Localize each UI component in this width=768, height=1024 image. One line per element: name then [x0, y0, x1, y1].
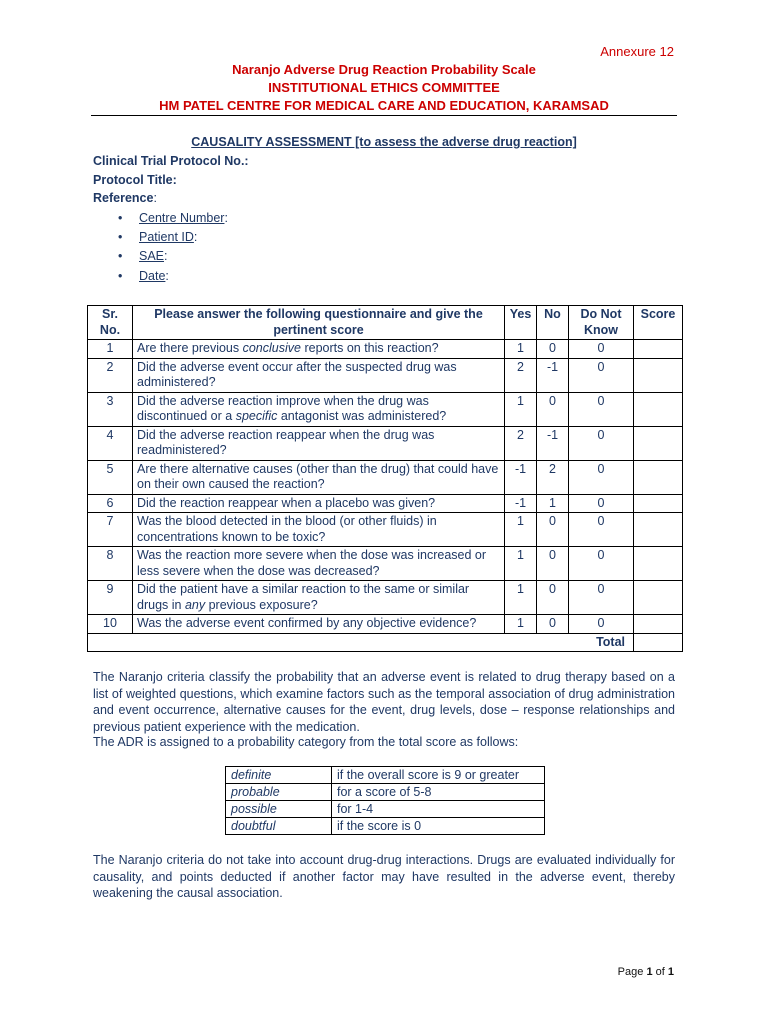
row-dnk-score: 0 [569, 460, 634, 494]
row-no-score: -1 [537, 358, 569, 392]
bullet-sae [118, 249, 168, 263]
question-emphasis: conclusive [242, 341, 301, 355]
row-sr-no: 10 [88, 615, 133, 634]
question-text: Did the adverse reaction improve when the drug was discontinued or a [137, 393, 429, 423]
row-question [133, 392, 505, 426]
row-question [133, 340, 505, 359]
row-score-cell[interactable] [634, 547, 683, 581]
row-yes-score: 1 [505, 340, 537, 359]
bullet-icon: • [118, 249, 123, 263]
row-yes-score: 1 [505, 513, 537, 547]
category-row [226, 784, 545, 801]
header-question: Please answer the following questionnaire and give the pertinent score [133, 306, 505, 340]
row-dnk-score: 0 [569, 494, 634, 513]
table-row [88, 392, 683, 426]
question-text: Are there alternative causes (other than the drug) that could have on their own caused the reaction? [137, 461, 499, 491]
of-word: of [655, 966, 665, 978]
bullet-suffix: : [193, 230, 198, 244]
category-name: possible [226, 801, 332, 818]
row-no-score: 0 [537, 581, 569, 615]
category-name: doubtful [226, 818, 332, 835]
row-question [133, 581, 505, 615]
row-no-score: 0 [537, 340, 569, 359]
row-yes-score: 1 [505, 581, 537, 615]
header-yes: Yes [505, 306, 537, 340]
reference-colon: : [153, 191, 157, 205]
bullet-label: Patient ID [139, 230, 194, 244]
row-no-score: 0 [537, 547, 569, 581]
bullet-label: Date [139, 269, 166, 283]
probability-category-table [225, 766, 545, 835]
page-footer [618, 966, 674, 978]
row-no-score: -1 [537, 426, 569, 460]
row-question [133, 513, 505, 547]
row-yes-score: -1 [505, 460, 537, 494]
protocol-no-field: Clinical Trial Protocol No.: [93, 154, 249, 168]
reference-label: Reference [93, 191, 154, 205]
row-yes-score: 2 [505, 358, 537, 392]
bullet-suffix: : [165, 269, 169, 283]
bullet-suffix: : [164, 249, 168, 263]
question-text-end: reports on this reaction? [300, 341, 439, 355]
bullet-icon: • [118, 211, 123, 225]
total-score-cell[interactable] [634, 633, 683, 652]
category-row [226, 767, 545, 784]
header-sr-no: Sr. No. [88, 306, 133, 340]
row-score-cell[interactable] [634, 426, 683, 460]
questionnaire-table [87, 305, 683, 652]
question-text: Did the adverse event occur after the suspected drug was administered? [137, 359, 457, 389]
row-score-cell[interactable] [634, 615, 683, 634]
row-score-cell[interactable] [634, 392, 683, 426]
bullet-label: SAE [139, 249, 165, 263]
row-sr-no: 3 [88, 392, 133, 426]
question-text: Did the reaction reappear when a placebo was given? [137, 495, 436, 510]
category-rule: for 1-4 [332, 801, 545, 818]
page-total: 1 [667, 966, 674, 978]
table-row [88, 547, 683, 581]
table-row [88, 358, 683, 392]
institution-name: HM PATEL CENTRE FOR MEDICAL CARE AND EDUCATION, KARAMSAD [159, 98, 609, 113]
question-text: Was the adverse event confirmed by any objective evidence? [137, 616, 477, 630]
row-no-score: 0 [537, 615, 569, 634]
row-yes-score: 2 [505, 426, 537, 460]
table-row [88, 460, 683, 494]
total-label: Total [88, 633, 634, 652]
table-row [88, 581, 683, 615]
naranjo-description: The Naranjo criteria classify the probability that an adverse event is related to drug therapy based on a list of weighted questions, which examine factors such as the temporal association of drug administration and event occurrence, alternative causes for the event, drug levels, dose – response relationships and previous patient experience with the medication. [93, 670, 675, 734]
question-text: Was the reaction more severe when the dose was increased or less severe when the dose was decreased? [137, 548, 487, 578]
header-do-not-know: Do Not Know [569, 306, 634, 340]
annexure-label: Annexure 12 [600, 44, 674, 59]
row-dnk-score: 0 [569, 547, 634, 581]
row-yes-score: 1 [505, 392, 537, 426]
protocol-title-field: Protocol Title: [93, 173, 177, 187]
row-question [133, 547, 505, 581]
header-no: No [537, 306, 569, 340]
row-yes-score: 1 [505, 615, 537, 634]
row-no-score: 1 [537, 494, 569, 513]
row-question [133, 460, 505, 494]
scale-title: Naranjo Adverse Drug Reaction Probability Scale [232, 62, 536, 77]
row-no-score: 0 [537, 392, 569, 426]
question-text: Was the blood detected in the blood (or other fluids) in concentrations known to be toxic? [137, 514, 437, 544]
category-rule: if the score is 0 [332, 818, 545, 835]
table-row [88, 615, 683, 634]
row-sr-no: 9 [88, 581, 133, 615]
row-dnk-score: 0 [569, 358, 634, 392]
header-score: Score [634, 306, 683, 340]
category-name: probable [226, 784, 332, 801]
row-score-cell[interactable] [634, 513, 683, 547]
row-sr-no: 7 [88, 513, 133, 547]
row-score-cell[interactable] [634, 460, 683, 494]
table-row [88, 426, 683, 460]
row-dnk-score: 0 [569, 340, 634, 359]
question-emphasis: specific [235, 409, 278, 423]
question-text: Are there previous [137, 341, 243, 355]
row-question [133, 494, 505, 513]
row-question [133, 358, 505, 392]
category-rule: for a score of 5-8 [332, 784, 545, 801]
row-dnk-score: 0 [569, 615, 634, 634]
category-rule: if the overall score is 9 or greater [332, 767, 545, 784]
header-divider [91, 115, 677, 116]
row-score-cell[interactable] [634, 581, 683, 615]
naranjo-limitations: The Naranjo criteria do not take into account drug-drug interactions. Drugs are evaluated individually for causality, and points deducted if another factor may have resulted in the adverse event, thereby weakening the causal association. [93, 853, 675, 900]
causality-title: CAUSALITY ASSESSMENT [to assess the adverse drug reaction] [191, 135, 577, 149]
category-name: definite [226, 767, 332, 784]
page-word: Page [617, 966, 644, 978]
committee-name: INSTITUTIONAL ETHICS COMMITTEE [268, 80, 500, 95]
row-sr-no: 1 [88, 340, 133, 359]
row-sr-no: 6 [88, 494, 133, 513]
row-question [133, 615, 505, 634]
row-dnk-score: 0 [569, 392, 634, 426]
row-sr-no: 4 [88, 426, 133, 460]
question-text: Did the adverse reaction reappear when the drug was readministered? [137, 427, 435, 457]
row-dnk-score: 0 [569, 513, 634, 547]
row-sr-no: 2 [88, 358, 133, 392]
row-no-score: 0 [537, 513, 569, 547]
row-dnk-score: 0 [569, 426, 634, 460]
question-text-end: previous exposure? [205, 597, 318, 612]
bullet-suffix: : [224, 211, 228, 225]
bullet-label: Centre Number [139, 211, 225, 225]
total-row [88, 633, 683, 652]
row-score-cell[interactable] [634, 358, 683, 392]
row-sr-no: 8 [88, 547, 133, 581]
row-yes-score: -1 [505, 494, 537, 513]
bullet-date [118, 269, 169, 283]
row-score-cell[interactable] [634, 494, 683, 513]
table-header-row [88, 306, 683, 340]
question-text-end: antagonist was administered? [277, 409, 447, 423]
table-row [88, 494, 683, 513]
reference-field [93, 191, 157, 205]
table-row [88, 340, 683, 359]
row-dnk-score: 0 [569, 581, 634, 615]
row-sr-no: 5 [88, 460, 133, 494]
bullet-centre-number [118, 211, 228, 225]
page-number: 1 [646, 966, 653, 978]
bullet-icon: • [118, 269, 123, 283]
category-row [226, 801, 545, 818]
questionnaire-body [88, 340, 683, 634]
question-text: Did the patient have a similar reaction to the same or similar drugs in [137, 582, 470, 612]
bullet-icon: • [118, 230, 123, 244]
row-question [133, 426, 505, 460]
table-row [88, 513, 683, 547]
category-row [226, 818, 545, 835]
bullet-patient-id [118, 230, 197, 244]
row-yes-score: 1 [505, 547, 537, 581]
question-emphasis: any [184, 597, 206, 612]
category-body [226, 767, 545, 835]
adr-category-intro: The ADR is assigned to a probability category from the total score as follows: [93, 735, 519, 749]
row-score-cell[interactable] [634, 340, 683, 359]
row-no-score: 2 [537, 460, 569, 494]
